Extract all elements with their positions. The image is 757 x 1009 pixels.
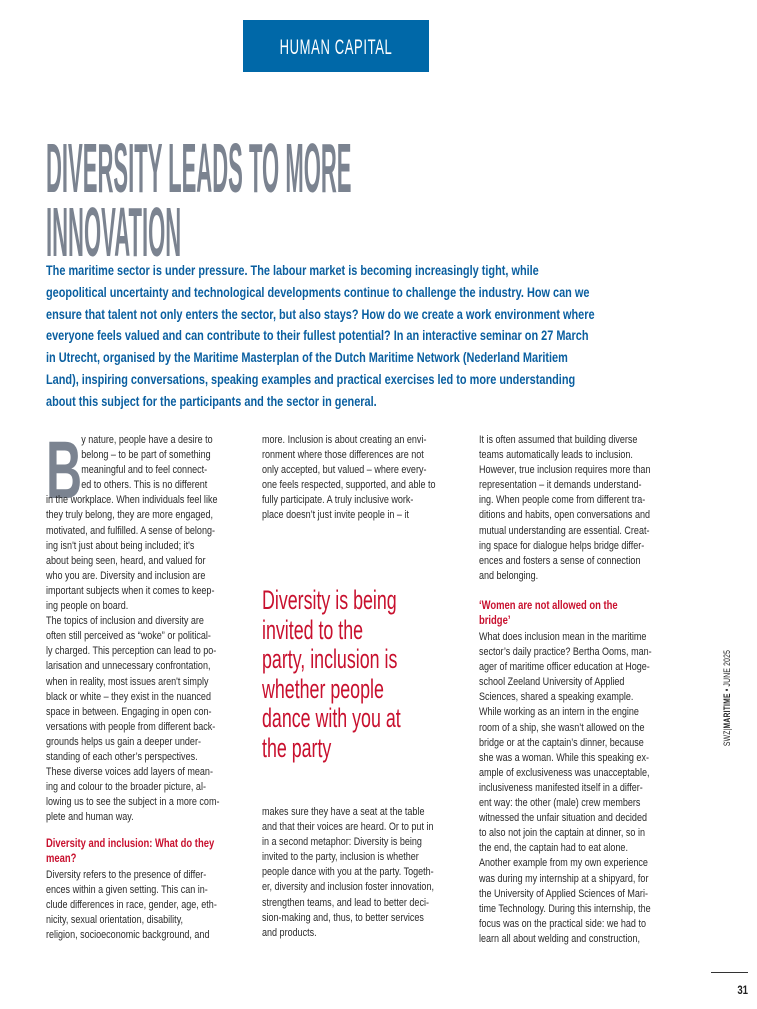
text-line: in Utrecht, organised by the Maritime Masterplan of the Dutch Maritime Network (Nederland Maritiem [46, 349, 568, 366]
pull-quote [262, 586, 472, 763]
section-tag [243, 20, 429, 72]
text-line: strengthen teams, and lead to better deci- [262, 896, 429, 909]
text-line: ent way: the other (male) crew members [479, 797, 641, 810]
text-line: ing space for dialogue helps bridge differ- [479, 539, 645, 552]
text-line: ly charged. This perception can lead to po- [46, 645, 217, 658]
text-line: they truly belong, they are more engaged, [46, 509, 213, 522]
text-line: and products. [262, 926, 317, 939]
text-line: geopolitical uncertainty and technological developments continue to challenge the industry. How can we [46, 283, 590, 300]
text-line: important subjects when it comes to keep- [46, 584, 215, 597]
text-line: whether people [262, 673, 384, 704]
text-line: These diverse voices add layers of mean- [46, 766, 213, 779]
text-line: mutual understanding are essential. Creat- [479, 524, 650, 537]
publication-sidebar: SWZ|MARITIME • JUNE 2025 [722, 649, 732, 747]
text-line: witnessed the unfair situation and decided [479, 812, 647, 825]
text-line: bridge’ [479, 615, 511, 628]
text-line: sion-making and, thus, to better services [262, 911, 424, 924]
intro-paragraph [46, 260, 749, 413]
text-line: y nature, people have a desire to [81, 434, 213, 446]
text-line: about this subject for the participants and the sector in general. [46, 392, 377, 409]
text-line: nicity, sexual orientation, disability, [46, 914, 184, 927]
text-line: ronment where those differences are not [262, 449, 424, 462]
text-line: place doesn’t just invite people in – it [262, 509, 409, 522]
text-line: teams automatically leads to inclusion. [479, 449, 633, 462]
text-line: However, true inclusion requires more than [479, 464, 651, 477]
text-line: Diversity is being [262, 585, 397, 615]
text-line: plete and human way. [46, 811, 134, 824]
text-line: sector’s daily practice? Bertha Ooms, man- [479, 646, 652, 659]
text-line: clude differences in race, gender, age, eth- [46, 899, 217, 912]
text-line: and belonging. [479, 569, 539, 582]
column-3-body-continued [479, 630, 674, 947]
footer-rule [711, 972, 748, 973]
text-line: meaningful and to feel connect- [81, 464, 208, 477]
text-line: standing of each other’s perspectives. [46, 750, 198, 763]
text-line: belong – to be part of something [81, 449, 211, 462]
column-3-subheading [479, 599, 648, 629]
text-line: she was a woman. While this speaking ex- [479, 751, 649, 764]
text-line: the party [262, 732, 332, 763]
text-line: dance with you at [262, 703, 401, 733]
text-line: Sciences, shared a speaking example. [479, 691, 634, 704]
text-line: ing isn't just about being included; it's [46, 539, 195, 552]
text-line: ample of exclusiveness was unacceptable, [479, 766, 650, 779]
text-line: time Technology. During this internship, the [479, 902, 651, 915]
text-line: only accepted, but valued – where every- [262, 464, 427, 477]
text-line: party, inclusion is [262, 644, 398, 674]
text-line: er, diversity and inclusion foster innovation, [262, 881, 434, 894]
text-line: about being seen, heard, and valued for [46, 554, 206, 567]
text-line: bridge or at the captain’s dinner, because [479, 736, 644, 749]
text-line: ences within a given setting. This can in- [46, 884, 208, 897]
text-line: grounds helps us gain a deeper under- [46, 735, 201, 748]
text-line: It is often assumed that building diverse [479, 434, 638, 446]
text-line: often still perceived as “woke” or political- [46, 630, 211, 643]
drop-cap: B [46, 425, 83, 516]
text-line: representation – it demands understand- [479, 479, 642, 492]
article-title-line-2: INNOVATION [46, 193, 182, 271]
text-line: religion, socioeconomic background, and [46, 929, 210, 942]
text-line: Another example from my own experience [479, 857, 648, 870]
text-line: inclusiveness manifested itself in a differ- [479, 781, 643, 794]
text-line: focus was on the practical side: we had to [479, 917, 646, 930]
text-line: What does inclusion mean in the maritime [479, 631, 647, 643]
text-line: ensure that talent not only enters the sector, but also stays? How do we create a work environment where [46, 305, 595, 322]
text-line: Diversity refers to the presence of differ- [46, 869, 207, 881]
column-3-body [479, 433, 674, 584]
text-line: ‘Women are not allowed on the [479, 600, 618, 612]
text-line: the University of Applied Sciences of Mari- [479, 887, 648, 900]
text-line: invited to the party, inclusion is whether [262, 851, 419, 864]
text-line: people dance with you at the party. Togeth- [262, 866, 434, 879]
column-1-subheading [46, 837, 251, 867]
text-line: fully participate. A truly inclusive work- [262, 494, 414, 507]
column-1-body-continued [46, 868, 241, 943]
publication-brand: MARITIME [722, 693, 732, 729]
text-line: motivated, and fulfilled. A sense of belong- [46, 524, 215, 537]
text-line: lowing us to see the subject in a more com- [46, 796, 220, 809]
text-line: versations with people from different back- [46, 720, 216, 733]
article-title-line-1: DIVERSITY LEADS TO MORE [46, 129, 352, 207]
publication-name: SWZ [722, 730, 732, 747]
text-line: the end, the captain had to eat alone. [479, 842, 628, 855]
text-line: in the workplace. When individuals feel like [46, 494, 218, 507]
text-line: ing. When people come from different tra- [479, 494, 646, 507]
text-line: learn all about welding and construction, [479, 932, 640, 945]
text-line: when in reality, most issues aren't simply [46, 675, 209, 688]
text-line: space in between. Engaging in open con- [46, 705, 212, 718]
column-2-body-continued [262, 805, 457, 941]
text-line: ager of maritime officer education at Hoge- [479, 661, 650, 674]
text-line: who you are. Diversity and inclusion are [46, 569, 206, 582]
text-line: While working as an intern in the engine [479, 706, 639, 719]
text-line: black or white – they exist in the nuanced [46, 690, 211, 703]
text-line: The topics of inclusion and diversity are [46, 615, 204, 628]
text-line: makes sure they have a seat at the table [262, 806, 425, 818]
text-line: ditions and habits, open conversations and [479, 509, 651, 522]
text-line: ing and colour to the broader picture, al- [46, 781, 206, 794]
text-line: and that their voices are heard. Or to put in [262, 821, 434, 834]
page-number: 31 [737, 983, 748, 997]
text-line: ing people on board. [46, 600, 129, 613]
text-line: everyone feels valued and can contribute to their fullest potential? In an interactive seminar on 27 March [46, 327, 589, 344]
text-line: was during my internship at a shipyard, for [479, 872, 649, 885]
issue-date: JUNE 2025 [722, 649, 732, 687]
text-line: in a second metaphor: Diversity is being [262, 836, 422, 849]
text-line: ences and fosters a sense of connection [479, 554, 641, 567]
text-line: more. Inclusion is about creating an envi- [262, 434, 427, 446]
text-line: larisation and unnecessary confrontation, [46, 660, 211, 673]
section-tag-label: HUMAN CAPITAL [279, 36, 393, 59]
text-line: Diversity and inclusion: What do they [46, 838, 215, 850]
text-line: room of a ship, she wasn’t allowed on the [479, 721, 645, 734]
column-2-body [262, 433, 457, 524]
text-line: mean? [46, 853, 77, 866]
separator: • [722, 688, 732, 692]
column-1-body [46, 433, 241, 825]
text-line: school Zeeland University of Applied [479, 676, 625, 689]
text-line: invited to the [262, 614, 364, 645]
text-line: one feels respected, supported, and able to [262, 479, 436, 492]
text-line: to also not join the captain at dinner, so in [479, 827, 645, 840]
text-line: Land), inspiring conversations, speaking examples and practical exercises led to more understanding [46, 370, 576, 387]
text-line: The maritime sector is under pressure. The labour market is becoming increasingly tight, while [46, 262, 539, 278]
text-line: ed to others. This is no different [81, 479, 208, 492]
